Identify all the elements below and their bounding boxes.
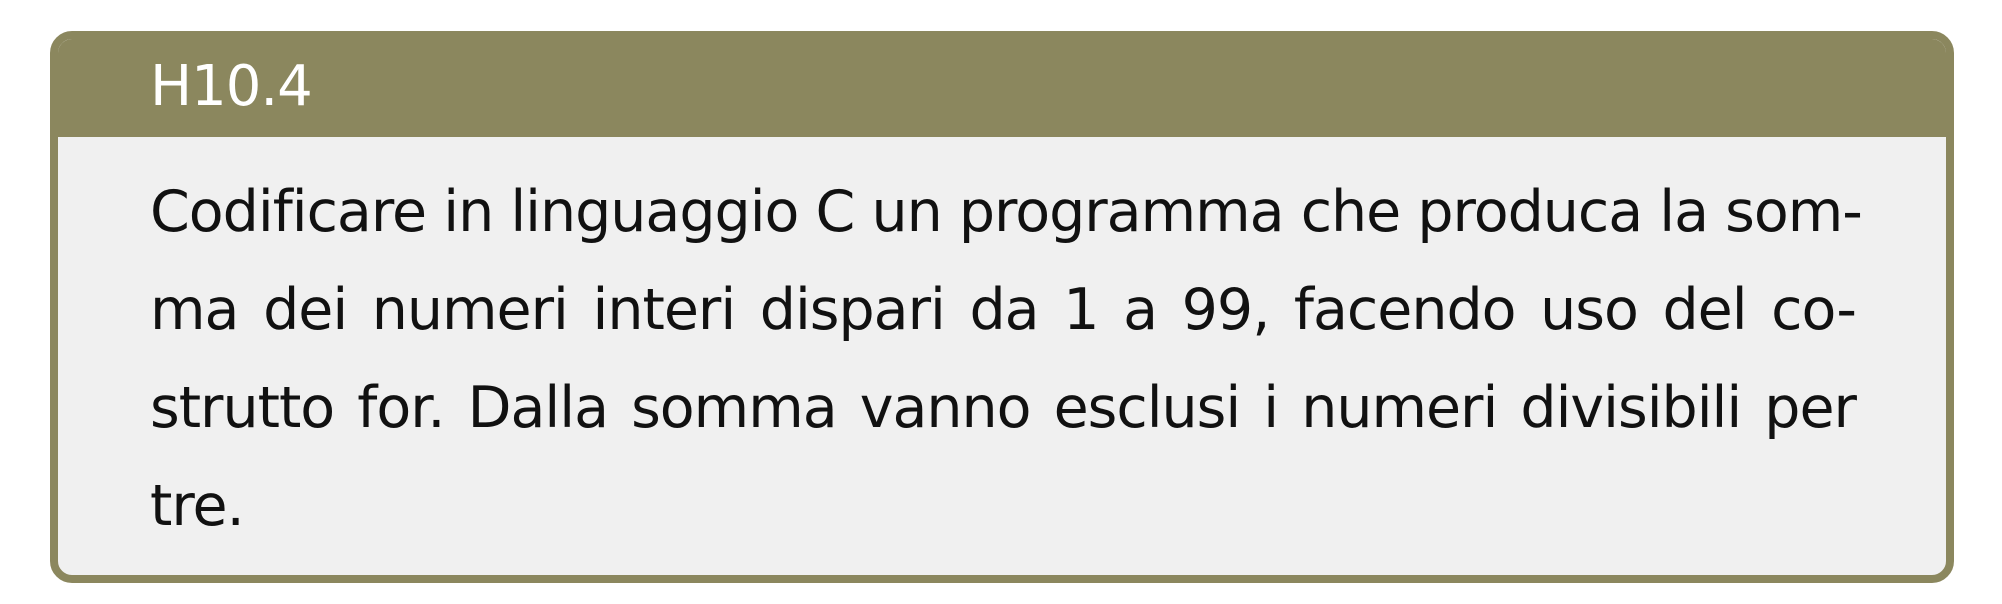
exercise-text-line: ma dei numeri interi dispari da 1 a 99, facendo uso del co- bbox=[150, 277, 1856, 343]
exercise-text-line: strutto for. Dalla somma vanno esclusi i numeri divisibili per bbox=[150, 375, 1856, 441]
exercise-box bbox=[50, 31, 1954, 583]
exercise-text bbox=[150, 163, 1862, 555]
exercise-text-line: Codificare in linguaggio C un programma che produca la som- bbox=[150, 179, 1862, 245]
exercise-text-line: tre. bbox=[150, 473, 244, 539]
exercise-title: H10.4 bbox=[150, 54, 312, 119]
exercise-header bbox=[58, 39, 1946, 137]
